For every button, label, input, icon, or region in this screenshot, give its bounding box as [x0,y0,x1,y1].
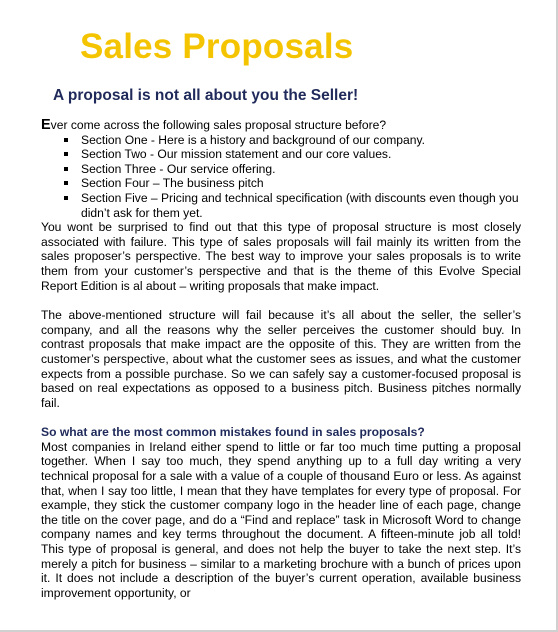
document-body [41,118,521,600]
intro-dropcap: E [41,117,51,133]
paragraph-3: Most companies in Ireland either spend to little or far too much time putting a proposal together. When I say too much, they spend anything up to a full day writing a very technical proposal for a sale with a value of a couple of thousand Euro or less. As against that, when I say too little, I mean that they have templates for every type of proposal. For example, they stick the customer company logo in the header line of each page, change the title on the cover page, and do a “Find and replace” task in Microsoft Word to change company names and key terms throughout the document. A fifteen-minute job all told! This type of proposal is general, and does not help the buyer to take the next step. It’s merely a pitch for business – similar to a marketing brochure with a bunch of prices upon it. It does not include a description of the buyer’s current operation, available business improvement opportunity, or [41,439,521,600]
paragraph-gap [41,410,521,425]
section-heading: So what are the most common mistakes found in sales proposals? [41,425,425,440]
list-item: Section Five – Pricing and technical specification (with discounts even though you didn’t ask for them yet. [81,191,521,220]
document-subtitle: A proposal is not all about you the Seller! [53,87,359,104]
intro-line [41,118,521,133]
list-item: Section Four – The business pitch [81,176,521,191]
paragraph-1: You wont be surprised to find out that this type of proposal structure is most closely associated with failure. This type of sales proposals will fail mainly its written from the sales proposer’s perspective. The best way to improve your sales proposals is to write them from your customer’s perspective and that is the theme of this Evolve Special Report Edition is al about – writing proposals that make impact. [41,220,521,293]
list-item: Section Two - Our mission statement and our core values. [81,147,521,162]
paragraph-gap [41,293,521,308]
list-item: Section One - Here is a history and background of our company. [81,133,521,148]
section-list [41,133,521,221]
intro-text: ver come across the following sales proposal structure before? [50,118,387,132]
paragraph-2: The above-mentioned structure will fail because it’s all about the seller, the seller’s company, and all the reasons why the seller perceives the customer should buy. In contrast proposals that make impact are the opposite of this. They are written from the customer’s perspective, about what the customer sees as issues, and what the customer expects from a possible purchase. So we can safely say a customer-focused proposal is based on real expectations as opposed to a business pitch. Business pitches normally fail. [41,308,521,410]
list-item: Section Three - Our service offering. [81,162,521,177]
document-title: Sales Proposals [80,27,354,66]
